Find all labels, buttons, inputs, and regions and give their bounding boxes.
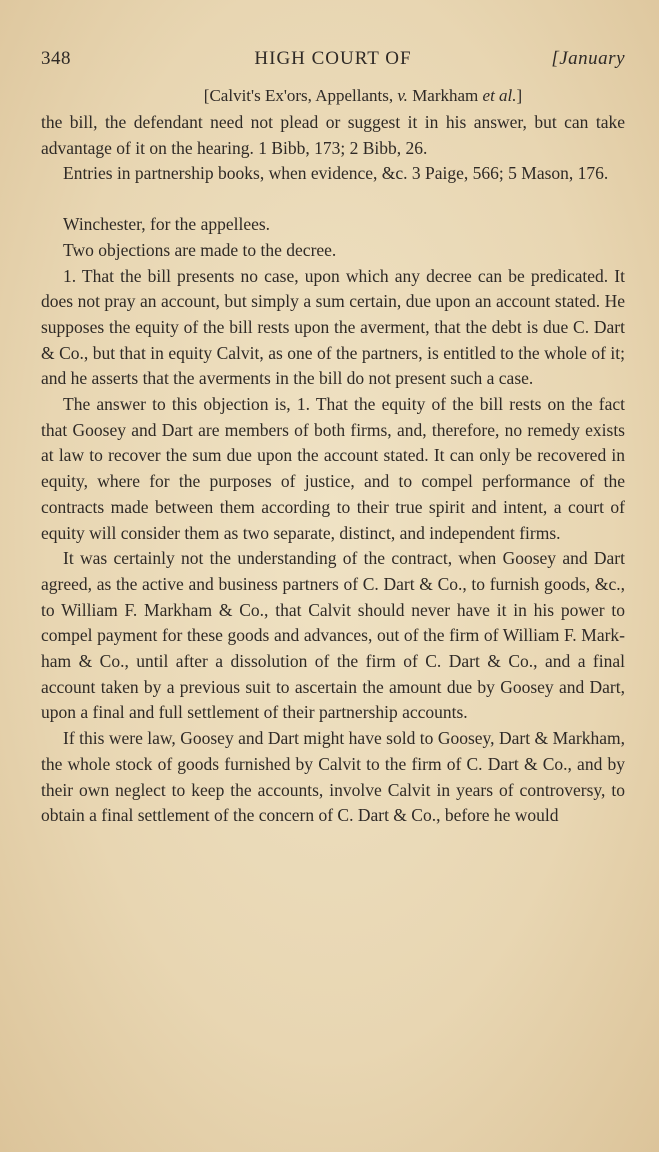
running-month: [January xyxy=(551,48,625,69)
caption-etal: et al. xyxy=(482,86,517,105)
caption-prefix: [Calvit's Ex'ors, Appellants, xyxy=(203,86,398,105)
body-text xyxy=(41,110,625,829)
paragraph: Two objections are made to the decree. xyxy=(63,239,337,260)
caption-v: v. xyxy=(397,86,408,105)
paragraph: The answer to this objection is, 1. That the equity of the bill rests on the fact that Goosey and Dart are members of both firms, and, therefore, no remedy exists at law to recover the sum due upon the account stated. It can only be recovered in equity, where for the purposes of justice, and to compel performance of the contracts made between them according to their true spirit and intent, a court of equity will consider them as two separate, distinct, and independent firms. xyxy=(41,394,625,543)
caption-suffix: ] xyxy=(516,86,523,105)
page-content xyxy=(41,44,625,829)
paragraph: If this were law, Goosey and Dart might have sold to Goosey, Dart & Markham, the whole stock of goods furnished by Calvit to the firm of C. Dart & Co., and by their own neglect to keep the accounts, involve Calvit in years of controversy, to obtain a final settlement of the concern of C. Dart & Co., before he would xyxy=(41,728,625,826)
paragraph: the bill, the defendant need not plead or suggest it in his answer, but can take advantage of it on the hearing. 1 Bibb, 173; 2 Bibb, 26. xyxy=(41,112,625,158)
page-number: 348 xyxy=(41,48,71,69)
paragraph: Winchester, for the appellees. xyxy=(63,214,271,235)
paragraph: Entries in partnership books, when evidence, &c. 3 Paige, 566; 5 Mason, 176. xyxy=(63,163,609,184)
caption-middle: Markham xyxy=(407,86,483,105)
paragraph-gap xyxy=(41,187,625,212)
paragraph: 1. That the bill presents no case, upon which any decree can be predicated. It does not pray an account, but simply a sum certain, due upon an account stated. He supposes the equity of the bill rests upon the averment, that the debt is due C. Dart & Co., but that in equity Calvit, as one of the partners, is entitled to the whole of it; and he asserts that the averments in the bill do not present such a case. xyxy=(41,265,625,389)
running-head xyxy=(41,44,625,76)
running-title: HIGH COURT OF xyxy=(254,48,412,69)
paragraph: It was certainly not the understanding of the contract, when Goosey and Dart agreed, as the active and business partners of C. Dart & Co., to furnish goods, &c., to William F. Markham & Co., that Calvit should never have it in his power to compel payment for these goods and advances, out of the firm of William F. Mark-ham & Co., until after a dissolution of the firm of C. Dart & Co., and a final account taken by a previous suit to ascertain the amount due by Goosey and Dart, upon a final and full settlement of their partnership accounts. xyxy=(41,548,625,723)
case-caption xyxy=(101,84,625,110)
